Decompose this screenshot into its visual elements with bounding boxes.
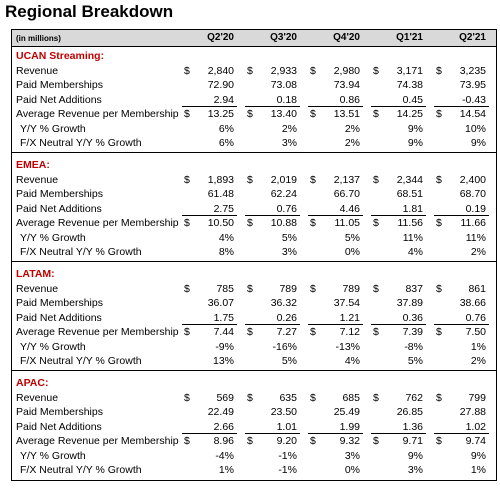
row-label: Average Revenue per Membership [16, 108, 179, 120]
table-cell: 1.36 [402, 420, 423, 433]
table-cell: 3,235 [459, 64, 486, 77]
table-cell: 9% [407, 449, 423, 462]
table-cell: 8% [218, 246, 234, 258]
table-cell: 22.49 [207, 406, 234, 418]
quarter-header: Q2'21 [459, 32, 486, 43]
row-label: Revenue [16, 391, 59, 404]
table-cell: 2,344 [396, 173, 423, 186]
table-row [12, 325, 496, 339]
table-cell: 1% [470, 340, 486, 353]
table-cell: 2% [281, 122, 297, 135]
table-cell: 3% [407, 464, 423, 476]
table-cell: 73.94 [333, 79, 360, 91]
section-divider [12, 152, 496, 153]
currency-symbol: $ [373, 326, 379, 338]
table-cell: 66.70 [333, 188, 360, 200]
table-cell: 1.01 [276, 420, 297, 433]
table-cell: 5% [281, 355, 297, 367]
currency-symbol: $ [184, 391, 190, 404]
table-cell: 0% [344, 246, 360, 258]
table-row [12, 78, 496, 92]
table-cell: 9% [470, 449, 486, 462]
row-label: Paid Net Additions [16, 93, 102, 106]
table-cell: 2,840 [207, 64, 234, 77]
table-cell: 72.90 [207, 79, 234, 91]
table-cell: 13% [212, 355, 234, 367]
row-label: F/X Neutral Y/Y % Growth [20, 464, 142, 476]
table-row [12, 405, 496, 419]
currency-symbol: $ [373, 64, 379, 77]
table-cell: 9.20 [276, 435, 297, 447]
table-cell: 0.18 [276, 93, 297, 106]
table-cell: -8% [404, 340, 423, 353]
table-row [12, 449, 496, 463]
table-cell: -9% [215, 340, 234, 353]
quarter-header: Q1'21 [396, 32, 423, 43]
table-cell: 73.08 [270, 79, 297, 91]
table-cell: 1.81 [402, 202, 423, 215]
currency-symbol: $ [436, 391, 442, 404]
table-cell: 7.44 [213, 326, 234, 338]
currency-symbol: $ [247, 64, 253, 77]
quarter-header: Q4'20 [333, 32, 360, 43]
currency-symbol: $ [247, 173, 253, 186]
table-cell: 2.66 [213, 420, 234, 433]
table-cell: 2% [344, 122, 360, 135]
table-cell: 0.76 [465, 311, 486, 324]
table-cell: 11% [402, 231, 423, 244]
table-cell: 3% [281, 137, 297, 149]
table-cell: 2,019 [270, 173, 297, 186]
table-cell: 2,400 [459, 173, 486, 186]
table-cell: 1.21 [339, 311, 360, 324]
table-cell: 61.48 [207, 188, 234, 200]
table-cell: 635 [279, 391, 297, 404]
table-row [12, 311, 496, 325]
currency-symbol: $ [310, 173, 316, 186]
table-row [12, 463, 496, 477]
page-title: Regional Breakdown [5, 2, 174, 21]
table-cell: 5% [281, 231, 297, 244]
section-divider [12, 370, 496, 371]
section-title: EMEA: [16, 159, 50, 171]
currency-symbol: $ [373, 391, 379, 404]
table-cell: 68.70 [459, 188, 486, 200]
quarter-header: Q2'20 [207, 32, 234, 43]
table-cell: 7.27 [276, 326, 297, 338]
table-row [12, 216, 496, 230]
row-label: Revenue [16, 64, 59, 77]
table-cell: 1.02 [465, 420, 486, 433]
table-cell: 1,893 [207, 173, 234, 186]
table-row [12, 391, 496, 405]
table-cell: 569 [216, 391, 234, 404]
table-cell: 13.25 [207, 108, 234, 120]
table-cell: 14.54 [459, 108, 486, 120]
currency-symbol: $ [310, 282, 316, 295]
currency-symbol: $ [184, 326, 190, 338]
table-cell: -4% [215, 449, 234, 462]
table-cell: 2,980 [333, 64, 360, 77]
row-label: Y/Y % Growth [20, 122, 86, 135]
table-cell: 3% [281, 246, 297, 258]
table-cell: 3,171 [396, 64, 423, 77]
currency-symbol: $ [247, 435, 253, 447]
table-cell: 685 [342, 391, 360, 404]
table-row [12, 202, 496, 216]
table-cell: 2,933 [270, 64, 297, 77]
table-cell: 36.07 [207, 297, 234, 309]
table-cell: 11.05 [334, 217, 360, 229]
row-label: Revenue [16, 282, 59, 295]
currency-symbol: $ [436, 435, 442, 447]
row-label: F/X Neutral Y/Y % Growth [20, 246, 142, 258]
table-cell: 7.39 [402, 326, 423, 338]
table-cell: 6% [218, 122, 234, 135]
currency-symbol: $ [373, 173, 379, 186]
currency-symbol: $ [247, 326, 253, 338]
table-cell: 0.45 [402, 93, 423, 106]
table-cell: 1.99 [339, 420, 360, 433]
table-cell: 10.50 [207, 217, 234, 229]
table-cell: 13.40 [270, 108, 297, 120]
currency-symbol: $ [373, 217, 379, 229]
currency-symbol: $ [373, 435, 379, 447]
table-cell: 1% [218, 464, 234, 476]
row-label: Paid Net Additions [16, 202, 102, 215]
table-cell: 9% [407, 137, 423, 149]
currency-symbol: $ [247, 391, 253, 404]
table-cell: 4% [407, 246, 423, 258]
table-cell: 68.51 [396, 188, 423, 200]
table-cell: 789 [342, 282, 360, 295]
table-row [12, 245, 496, 259]
table-cell: -13% [335, 340, 360, 353]
table-cell: 10% [464, 122, 486, 135]
row-label: Average Revenue per Membership [16, 326, 179, 338]
table-cell: 14.25 [396, 108, 423, 120]
table-cell: 4% [218, 231, 234, 244]
row-label: Revenue [16, 173, 59, 186]
table-row [12, 296, 496, 310]
table-header [12, 30, 496, 47]
currency-symbol: $ [184, 282, 190, 295]
table-cell: 11.66 [460, 217, 486, 229]
row-label: Y/Y % Growth [20, 449, 86, 462]
currency-symbol: $ [310, 435, 316, 447]
currency-symbol: $ [436, 217, 442, 229]
table-cell: 837 [405, 282, 423, 295]
row-label: Paid Memberships [16, 406, 103, 418]
table-cell: 10.88 [270, 217, 297, 229]
table-cell: 762 [405, 391, 423, 404]
table-cell: 37.89 [396, 297, 423, 309]
currency-symbol: $ [247, 217, 253, 229]
currency-symbol: $ [310, 108, 316, 120]
currency-symbol: $ [184, 64, 190, 77]
table-cell: 9% [407, 122, 423, 135]
table-cell: 38.66 [459, 297, 486, 309]
table-cell: 2% [470, 246, 486, 258]
row-label: Paid Memberships [16, 79, 103, 91]
table-cell: 9.71 [402, 435, 423, 447]
quarter-header: Q3'20 [270, 32, 297, 43]
currency-symbol: $ [436, 282, 442, 295]
currency-symbol: $ [310, 64, 316, 77]
currency-symbol: $ [436, 108, 442, 120]
table-cell: 11.56 [397, 217, 423, 229]
table-cell: 7.12 [339, 326, 360, 338]
table-cell: 25.49 [333, 406, 360, 418]
row-label: Average Revenue per Membership [16, 217, 179, 229]
table-row [12, 107, 496, 121]
table-cell: 3% [344, 449, 360, 462]
table-row [12, 282, 496, 296]
table-cell: 7.50 [465, 326, 486, 338]
table-cell: 0% [344, 464, 360, 476]
table-row [12, 122, 496, 136]
table-row [12, 420, 496, 434]
table-cell: 62.24 [270, 188, 297, 200]
table-cell: 11% [465, 231, 486, 244]
table-cell: 23.50 [270, 406, 297, 418]
section-header [12, 267, 496, 281]
table-row [12, 354, 496, 368]
currency-symbol: $ [310, 391, 316, 404]
section-title: UCAN Streaming: [16, 50, 105, 62]
table-cell: -0.43 [462, 93, 486, 106]
table-row [12, 64, 496, 78]
row-label: Average Revenue per Membership [16, 435, 179, 447]
table-cell: 13.51 [333, 108, 360, 120]
row-label: F/X Neutral Y/Y % Growth [20, 355, 142, 367]
table-row [12, 434, 496, 448]
table-row [12, 231, 496, 245]
row-label: Y/Y % Growth [20, 231, 86, 244]
table-cell: 2.94 [213, 93, 234, 106]
table-cell: 5% [344, 231, 360, 244]
table-cell: 37.54 [333, 297, 360, 309]
row-label: F/X Neutral Y/Y % Growth [20, 137, 142, 149]
currency-symbol: $ [184, 435, 190, 447]
table-cell: 36.32 [270, 297, 297, 309]
table-cell: -1% [278, 464, 297, 476]
table-row [12, 93, 496, 107]
row-label: Paid Net Additions [16, 311, 102, 324]
table-cell: 5% [407, 355, 423, 367]
unit-label: (in millions) [16, 34, 61, 43]
table-cell: 9% [470, 137, 486, 149]
table-cell: 0.76 [276, 202, 297, 215]
currency-symbol: $ [373, 282, 379, 295]
table-cell: 785 [216, 282, 234, 295]
table-cell: 8.96 [213, 435, 234, 447]
table-cell: 1.75 [213, 311, 234, 324]
table-cell: -1% [278, 449, 297, 462]
currency-symbol: $ [436, 64, 442, 77]
currency-symbol: $ [247, 108, 253, 120]
section-header [12, 376, 496, 390]
table-row [12, 173, 496, 187]
section-header [12, 49, 496, 63]
table-row [12, 136, 496, 150]
table-cell: 27.88 [459, 406, 486, 418]
table-cell: 74.38 [396, 79, 423, 91]
table-cell: 73.95 [459, 79, 486, 91]
table-cell: 26.85 [396, 406, 423, 418]
section-header [12, 158, 496, 172]
regional-table [11, 29, 497, 481]
table-cell: 2,137 [333, 173, 360, 186]
section-title: APAC: [16, 377, 49, 389]
row-label: Y/Y % Growth [20, 340, 86, 353]
row-label: Paid Memberships [16, 188, 103, 200]
table-cell: 861 [468, 282, 486, 295]
currency-symbol: $ [373, 108, 379, 120]
table-cell: 789 [279, 282, 297, 295]
table-cell: -16% [272, 340, 297, 353]
table-cell: 2% [344, 137, 360, 149]
table-cell: 799 [468, 391, 486, 404]
currency-symbol: $ [436, 173, 442, 186]
currency-symbol: $ [436, 326, 442, 338]
table-cell: 0.19 [465, 202, 486, 215]
section-divider [12, 261, 496, 262]
currency-symbol: $ [310, 217, 316, 229]
table-cell: 0.36 [402, 311, 423, 324]
row-label: Paid Memberships [16, 297, 103, 309]
table-cell: 6% [218, 137, 234, 149]
section-title: LATAM: [16, 268, 55, 280]
table-cell: 0.86 [339, 93, 360, 106]
table-cell: 9.32 [339, 435, 360, 447]
table-cell: 4% [344, 355, 360, 367]
table-cell: 2.75 [213, 202, 234, 215]
row-label: Paid Net Additions [16, 420, 102, 433]
table-cell: 9.74 [465, 435, 486, 447]
currency-symbol: $ [310, 326, 316, 338]
table-cell: 4.46 [339, 202, 360, 215]
table-row [12, 340, 496, 354]
table-row [12, 187, 496, 201]
currency-symbol: $ [184, 217, 190, 229]
table-cell: 0.26 [276, 311, 297, 324]
currency-symbol: $ [184, 108, 190, 120]
currency-symbol: $ [184, 173, 190, 186]
currency-symbol: $ [247, 282, 253, 295]
table-cell: 2% [470, 355, 486, 367]
table-cell: 1% [470, 464, 486, 476]
